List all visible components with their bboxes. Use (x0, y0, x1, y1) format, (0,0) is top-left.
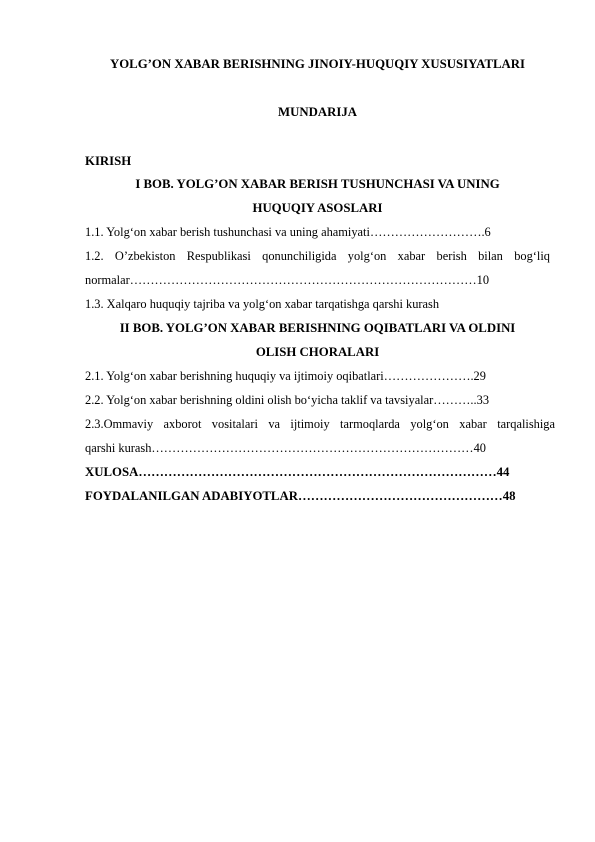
toc-item-1-2-line-1: 1.2. O’zbekiston Respublikasi qonunchiligida yolg‘on xabar berish bilan bog‘liq (85, 249, 550, 263)
toc-chapter-2-line-2: OLISH CHORALARI (255, 345, 380, 359)
toc-chapter-1-line-1: I BOB. YOLG’ON XABAR BERISH TUSHUNCHASI VA UNING (135, 177, 500, 191)
toc-item-1-2-line-2: normalar…………………………………………………………………………10 (85, 273, 490, 287)
toc-intro: KIRISH (85, 154, 132, 168)
contents-heading: MUNDARIJA (278, 105, 357, 119)
toc-conclusion: XULOSA…………………………………………………………………………44 (85, 465, 510, 479)
toc-item-2-3-line-1: 2.3.Ommaviy axborot vositalari va ijtimoiy tarmoqlarda yolg‘on xabar tarqalishiga (85, 417, 555, 431)
toc-item-1-3: 1.3. Xalqaro huquqiy tajriba va yolg‘on xabar tarqatishga qarshi kurash (85, 297, 440, 311)
document-title: YOLG’ON XABAR BERISHNING JINOIY-HUQUQIY XUSUSIYATLARI (109, 57, 526, 71)
toc-item-1-1: 1.1. Yolg‘on xabar berish tushunchasi va uning ahamiyati……………………….6 (85, 225, 491, 239)
toc-item-2-2: 2.2. Yolg‘on xabar berishning oldini olish bo‘yicha taklif va tavsiyalar………..33 (85, 393, 490, 407)
toc-item-2-1: 2.1. Yolg‘on xabar berishning huquqiy va ijtimoiy oqibatlari………………….29 (85, 369, 486, 383)
toc-item-2-3-line-2: qarshi kurash……………………………………………………………………40 (85, 441, 486, 455)
toc-chapter-2-line-1: II BOB. YOLG’ON XABAR BERISHNING OQIBATLARI VA OLDINI (119, 321, 516, 335)
toc-chapter-1-line-2: HUQUQIY ASOSLARI (252, 201, 383, 215)
toc-references: FOYDALANILGAN ADABIYOTLAR…………………………………………48 (85, 489, 516, 503)
